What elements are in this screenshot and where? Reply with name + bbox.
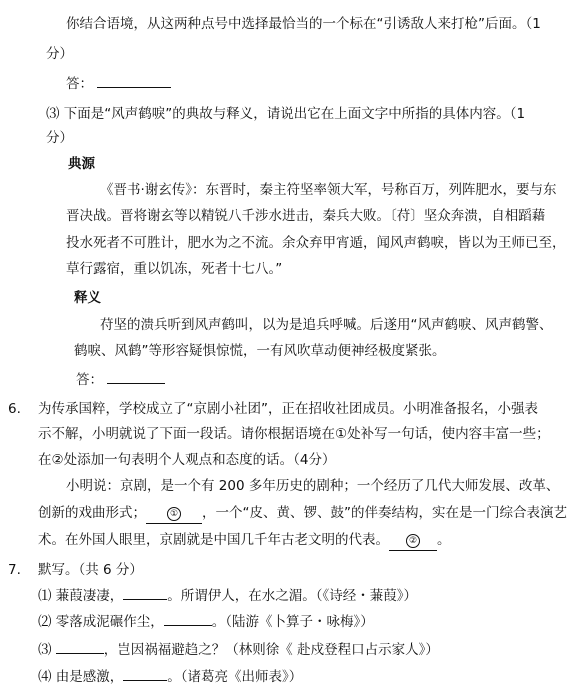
answer-label: 答： xyxy=(76,372,103,388)
q6-line: 为传承国粹，学校成立了“京剧小社团”，正在招收社团成员。小明准备报名，小强表 xyxy=(38,401,538,417)
item-post: 。（陆游《卜算子・咏梅》） xyxy=(211,614,374,630)
answer-label: 答： xyxy=(66,76,93,92)
blank-number-1: ① xyxy=(167,507,181,521)
answer-blank[interactable] xyxy=(97,87,171,88)
source-line: 晋决战。晋将谢玄等以精锐八千涉水进击，秦兵大败。〔苻〕坚众奔溃，自相蹈藉 xyxy=(66,208,546,224)
passage-text: 创新的戏曲形式； xyxy=(38,505,146,521)
dictation-item xyxy=(38,586,417,606)
item-post: ，岂因祸福避趋之？（林则徐《 赴戍登程口占示家人》） xyxy=(103,642,439,658)
item-pre: 零落成泥碾作尘， xyxy=(55,614,164,630)
fill-blank-2[interactable] xyxy=(389,530,437,551)
meaning-line: 苻坚的溃兵听到风声鹤叫，以为是追兵呼喊。后遂用“风声鹤唳、风声鹤警、 xyxy=(100,317,553,333)
q6-number: 6. xyxy=(8,401,21,417)
item-pre: 蒹葭凄凄， xyxy=(55,588,124,604)
source-line: 投水死者不可胜计，肥水为之不流。余众弃甲宵遁，闻风声鹤唳，皆以为王师已至， xyxy=(66,235,566,251)
q6-line: 在②处添加一句表明个人观点和态度的话。（4分） xyxy=(38,452,336,468)
q7-number: 7. xyxy=(8,562,21,578)
passage-text: 。 xyxy=(437,532,451,548)
item-number: ⑶ xyxy=(38,642,52,658)
q5-3-line1 xyxy=(46,104,525,124)
q6-passage-line2 xyxy=(38,503,567,524)
source-line: 草行露宿，重以饥冻，死者十七八。” xyxy=(66,261,283,277)
blank-number-2: ② xyxy=(406,534,420,548)
dictation-blank[interactable] xyxy=(123,680,167,681)
dictation-blank[interactable] xyxy=(56,653,104,654)
q7-title: 默写。（共 6 分） xyxy=(38,562,143,578)
q5-instruction-line1: 你结合语境，从这两种点号中选择最恰当的一个标在“引诱敌人来打枪”后面。（1 xyxy=(66,16,541,32)
q5-3-answer-row xyxy=(76,370,165,390)
q5-answer-row xyxy=(66,74,171,94)
item-number: ⑷ xyxy=(38,669,52,685)
q6-passage-line1: 小明说：京剧，是一个有 200 多年历史的剧种；一个经历了几代大师发展、改革、 xyxy=(66,478,560,494)
passage-text: ，一个“皮、黄、锣、鼓”的伴奏结构，实在是一门综合表演艺 xyxy=(202,505,567,521)
item-post: 。所谓伊人，在水之湄。（《诗经・蒹葭》） xyxy=(167,588,418,604)
meaning-heading: 释义 xyxy=(74,290,101,306)
answer-blank[interactable] xyxy=(107,383,165,384)
source-line: 《晋书·谢玄传》：东晋时，秦主符坚率领大军，号称百万，列阵肥水，要与东 xyxy=(100,182,557,198)
dictation-item xyxy=(38,667,302,687)
q5-3-line2: 分） xyxy=(46,130,73,146)
dictation-blank[interactable] xyxy=(123,599,167,600)
q5-3-text-line1: 下面是“风声鹤唳”的典故与释义，请说出它在上面文字中所指的具体内容。（1 xyxy=(63,106,526,122)
dictation-item xyxy=(38,640,439,660)
source-heading: 典源 xyxy=(68,156,95,172)
q6-passage-line3 xyxy=(38,530,451,551)
item-pre: 由是感激， xyxy=(55,669,124,685)
q5-instruction-line2: 分） xyxy=(46,46,73,62)
q5-3-number: ⑶ xyxy=(46,106,60,122)
dictation-item xyxy=(38,612,374,632)
item-post: 。（诸葛亮《出师表》） xyxy=(167,669,303,685)
meaning-line: 鹤唳、风鹤”等形容疑惧惊慌，一有风吹草动便神经极度紧张。 xyxy=(74,343,446,359)
item-number: ⑴ xyxy=(38,588,52,604)
q6-line: 示不解，小明就说了下面一段话。请你根据语境在①处补写一句话，使内容丰富一些； xyxy=(38,426,550,442)
item-number: ⑵ xyxy=(38,614,52,630)
dictation-blank[interactable] xyxy=(164,625,212,626)
fill-blank-1[interactable] xyxy=(146,503,202,524)
passage-text: 术。在外国人眼里，京剧就是中国几千年古老文明的代表。 xyxy=(38,532,389,548)
